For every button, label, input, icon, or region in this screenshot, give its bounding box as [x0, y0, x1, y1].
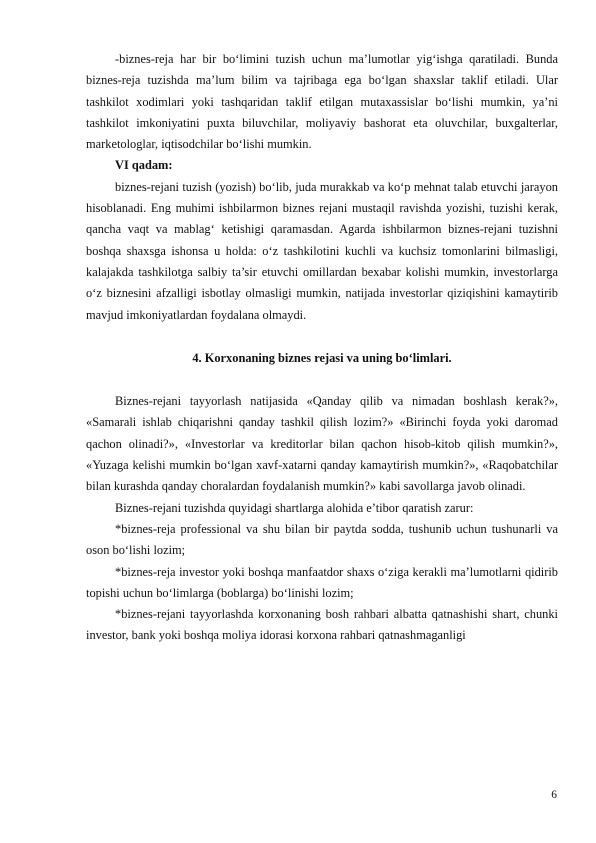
list-item-2: *biznes-reja investor yoki boshqa manfaatdor shaxs o‘ziga kerakli ma’lumotlarni qidirib topishi uchun bo‘limlarga (boblarga) bo‘linishi lozim;: [86, 564, 558, 600]
paragraph-3: Biznes-rejani tayyorlash natijasida «Qanday qilib va nimadan boshlash kerak?», «Samarali ishlab chiqarishni qanday tashkil qilish lozim?» «Birinchi foyda yoki daromad qachon olinadi?», «Investorlar va kreditorlar bilan qachon hisob-kitob qilish mumkin?», «Yuzaga kelishi mumkin bo‘lgan xavf-xatarni qanday kamaytirish mumkin?», «Raqobatchilar bilan kurashda qanday choralardan foydalanish mumkin?» kabi savollarga javob olinadi.: [86, 394, 558, 494]
list-item-3: *biznes-rejani tayyorlashda korxonaning bosh rahbari albatta qatnashishi shart, chunki investor, bank yoki boshqa moliya idorasi korxona rahbari qatnashmaganligi: [86, 607, 558, 643]
watermark: [56, 178, 77, 203]
document-body: [86, 49, 558, 647]
section-heading: 4. Korxonaning biznes rejasi va uning bo‘limlari.: [192, 350, 452, 365]
page-number: 6: [551, 789, 557, 801]
paragraph-4: Biznes-rejani tuzishda quyidagi shartlarga alohida e’tibor qaratish zarur:: [115, 500, 474, 515]
paragraph-1: -biznes-reja har bir bo‘limini tuzish uchun ma’lumotlar yig‘ishga qaratiladi. Bunda biznes-reja tuzishda ma’lum bilim va tajribaga ega bo‘lgan shaxslar taklif etiladi. Ular tashkilot xodimlari yoki tashqaridan taklif etilgan mutaxassislar bo‘lishi mumkin, ya’ni tashkilot imkoniyatini puxta biluvchilar, moliyaviy bashorat eta oluvchilar, buxgalterlar, marketologlar, iqtisodchilar bo‘lishi mumkin.: [86, 52, 558, 152]
step-heading: VI qadam:: [115, 158, 173, 173]
list-item-1: *biznes-reja professional va shu bilan bir paytda sodda, tushunib uchun tushunarli va oson bo‘lishi lozim;: [86, 521, 558, 558]
paragraph-2: biznes-rejani tuzish (yozish) bo‘lib, juda murakkab va ko‘p mehnat talab etuvchi jarayon hisoblanadi. Eng muhimi ishbilarmon biznes rejani mustaqil ravishda yozishi, tuzishi kerak, qancha vaqt va mablag‘ ketishigi qaramasdan. Agarda ishbilarmon biznes-rejani tuzishni boshqa shaxsga ishonsa u holda: o‘z tashkilotini kuchli va kuchsiz tomonlarini bilmasligi, kalajakda tashkilotga salbiy ta’sir etuvchi omillardan bexabar kolishi mumkin, investorlarga o‘z biznesini afzalligi isbotlay olmasligi mumkin, natijada investorlar qiziqishini kamaytirib mavjud imkoniyatlardan foydalana olmaydi.: [86, 179, 558, 322]
